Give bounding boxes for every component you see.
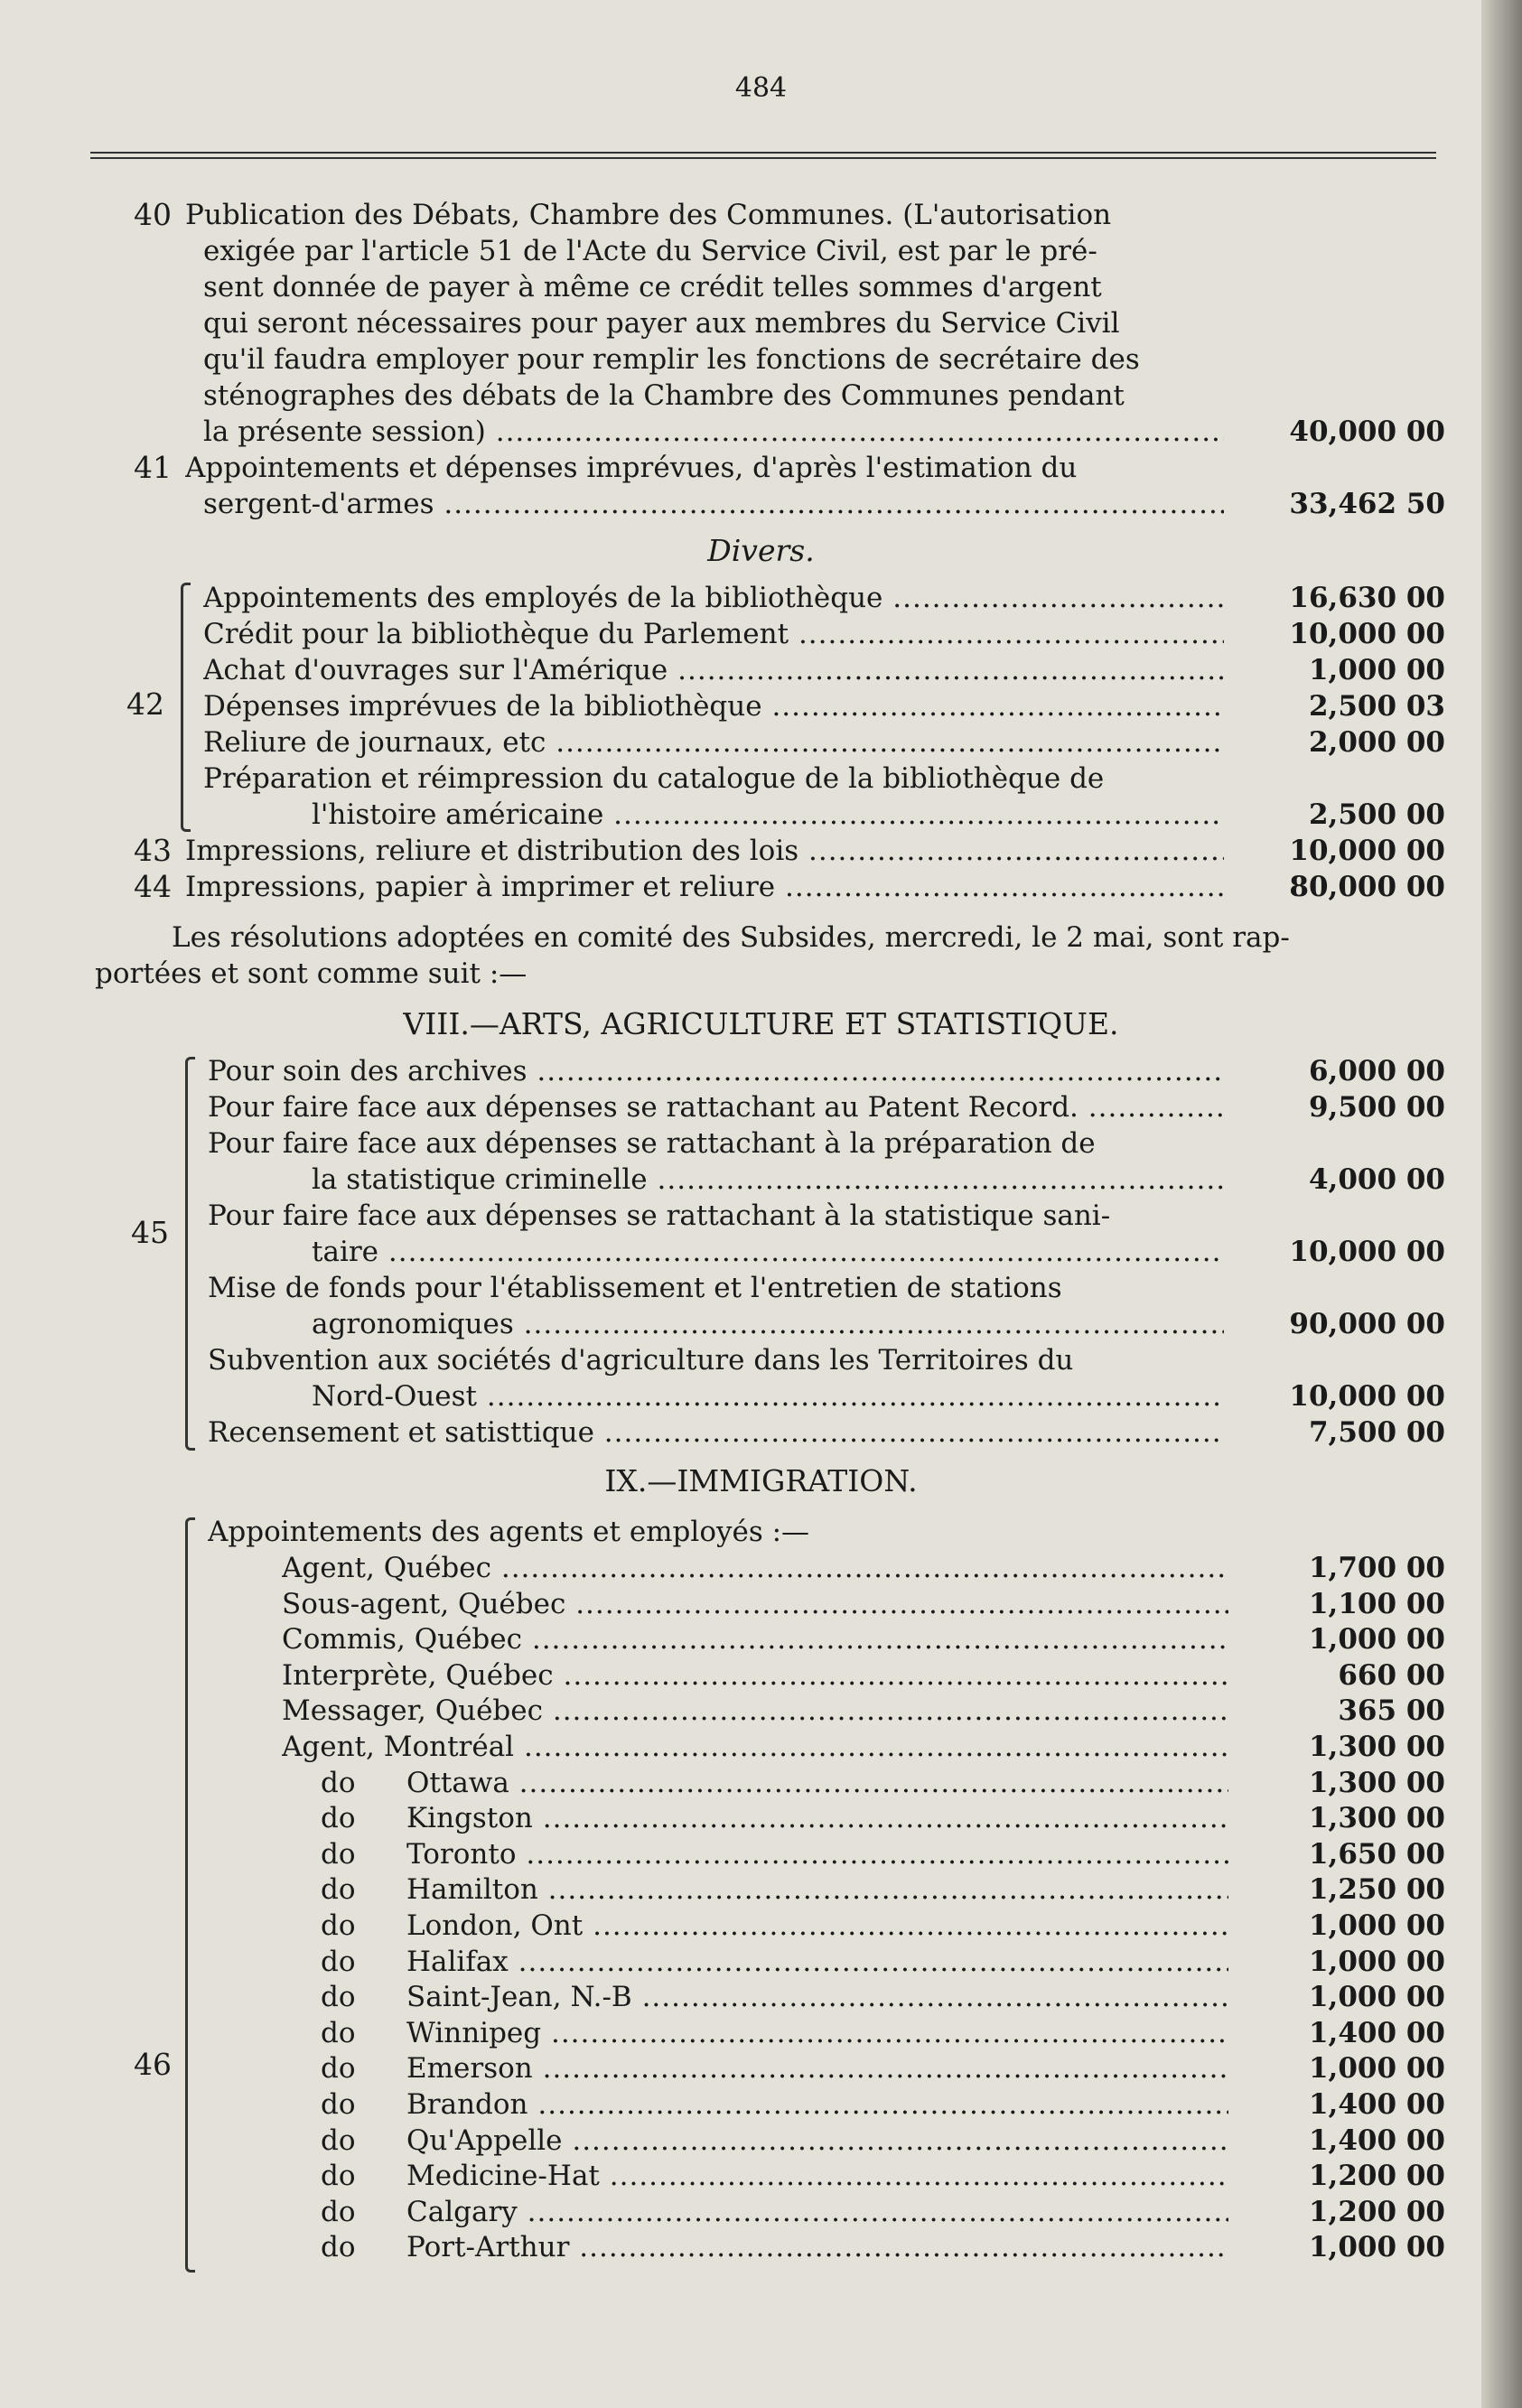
immigration-entry: Agent, Montréal ..... (282, 1729, 1228, 1765)
item-46-brace (185, 1517, 195, 2273)
item-44-text: Impressions, papier à imprimer et reliure ..... (185, 869, 1224, 905)
item-45-entry: Subvention aux sociétés d'agriculture dans les Territoires du (208, 1344, 1074, 1377)
immigration-amount: 1,400 00 (1308, 2123, 1445, 2157)
item-43-amount: 10,000 00 (1289, 835, 1445, 867)
item-42-amount: 16,630 00 (1289, 582, 1445, 614)
item-41-line: sergent-d'armes ..... (203, 486, 1224, 522)
immigration-entry: Medicine-Hat ..... (406, 2158, 1228, 2194)
item-42-entry: Reliure de journaux, etc ..... (203, 724, 1224, 761)
immigration-ditto: do (321, 1909, 356, 1942)
item-42-brace (181, 583, 191, 832)
item-42-amount: 2,000 00 (1308, 726, 1445, 759)
item-40-line: qu'il faudra employer pour remplir les fonctions de secrétaire des (203, 343, 1140, 376)
immigration-entry: Ottawa ..... (406, 1765, 1228, 1801)
immigration-entry: Port-Arthur ..... (406, 2229, 1228, 2265)
item-45-entry: Nord-Ouest ..... (312, 1378, 1224, 1414)
immigration-ditto: do (321, 1945, 356, 1978)
item-40-amount: 40,000 00 (1289, 415, 1445, 448)
item-42-amount: 10,000 00 (1289, 618, 1445, 650)
item-42-entry: Dépenses imprévues de la bibliothèque ..... (203, 688, 1224, 724)
immigration-entry: Brandon ..... (406, 2086, 1228, 2123)
item-45-entry: Pour faire face aux dépenses se rattachant au Patent Record. ..... (208, 1089, 1224, 1125)
section-9-heading: IX.—IMMIGRATION. (604, 1463, 918, 1498)
immigration-ditto: do (321, 1837, 356, 1871)
immigration-entry: Winnipeg ..... (406, 2015, 1228, 2051)
item-45-amount: 4,000 00 (1308, 1163, 1445, 1196)
immigration-ditto: do (321, 1766, 356, 1799)
immigration-amount: 1,300 00 (1308, 1766, 1445, 1799)
item-43-text: Impressions, reliure et distribution des lois ..... (185, 833, 1224, 869)
immigration-amount: 1,000 00 (1308, 2052, 1445, 2086)
immigration-amount: 1,700 00 (1308, 1552, 1445, 1584)
immigration-entry: Interprète, Québec ..... (282, 1657, 1228, 1694)
immigration-amount: 1,200 00 (1308, 2160, 1445, 2193)
resolution-line: Les résolutions adoptées en comité des Subsides, mercredi, le 2 mai, sont rap- (172, 921, 1290, 954)
item-45-entry: agronomiques ..... (312, 1306, 1224, 1342)
immigration-amount: 1,250 00 (1308, 1873, 1445, 1907)
section-8-heading: VIII.—ARTS, AGRICULTURE ET STATISTIQUE. (403, 1006, 1119, 1041)
immigration-amount: 1,400 00 (1308, 2016, 1445, 2049)
item-42-amount: 1,000 00 (1308, 654, 1445, 686)
immigration-ditto: do (321, 1873, 356, 1907)
item-44-number: 44 (134, 869, 172, 904)
immigration-amount: 1,300 00 (1308, 1731, 1445, 1763)
immigration-amount: 1,000 00 (1308, 1981, 1445, 2014)
immigration-entry: Toronto ..... (406, 1836, 1228, 1872)
item-45-entry: Recensement et satisttique ..... (208, 1414, 1224, 1451)
item-45-entry: Mise de fonds pour l'établissement et l'entretien de stations (208, 1272, 1062, 1304)
item-40-line: sténographes des débats de la Chambre des Communes pendant (203, 379, 1125, 412)
immigration-entry: Calgary ..... (406, 2194, 1228, 2230)
item-42-amount: 2,500 00 (1308, 798, 1445, 831)
item-42-entry: Crédit pour la bibliothèque du Parlement ..... (203, 616, 1224, 652)
immigration-entry: Messager, Québec ..... (282, 1693, 1228, 1729)
immigration-ditto: do (321, 2088, 356, 2121)
item-45-amount: 6,000 00 (1308, 1055, 1445, 1087)
immigration-ditto: do (321, 1981, 356, 2014)
item-42-entry: Achat d'ouvrages sur l'Amérique ..... (203, 652, 1224, 688)
item-45-amount: 10,000 00 (1289, 1236, 1445, 1268)
resolution-line: portées et sont comme suit :— (95, 957, 528, 990)
immigration-amount: 660 00 (1338, 1658, 1445, 1692)
immigration-entry: London, Ont ..... (406, 1908, 1228, 1944)
item-45-entry: la statistique criminelle ..... (312, 1162, 1224, 1198)
item-42-amount: 2,500 03 (1308, 690, 1445, 723)
item-40-line: exigée par l'article 51 de l'Acte du Service Civil, est par le pré- (203, 235, 1097, 267)
immigration-ditto: do (321, 2160, 356, 2193)
immigration-ditto: do (321, 2052, 356, 2086)
immigration-amount: 1,300 00 (1308, 1802, 1445, 1835)
immigration-amount: 1,200 00 (1308, 2195, 1445, 2228)
immigration-ditto: do (321, 2016, 356, 2049)
immigration-ditto: do (321, 2123, 356, 2157)
item-41-number: 41 (134, 450, 172, 485)
item-43-number: 43 (134, 833, 172, 868)
item-42-number: 42 (126, 686, 164, 722)
immigration-entry: Kingston ..... (406, 1800, 1228, 1836)
item-42-entry: l'histoire américaine ..... (312, 797, 1224, 833)
page-number: 484 (734, 72, 788, 104)
immigration-entry: Halifax ..... (406, 1944, 1228, 1980)
item-40-line: sent donnée de payer à même ce crédit telles sommes d'argent (203, 271, 1102, 303)
item-45-amount: 9,500 00 (1308, 1091, 1445, 1124)
immigration-entry: Qu'Appelle ..... (406, 2123, 1228, 2159)
immigration-amount: 1,100 00 (1308, 1587, 1445, 1620)
item-41-amount: 33,462 50 (1289, 488, 1445, 520)
immigration-ditto: do (321, 2231, 356, 2264)
item-42-entry: Préparation et réimpression du catalogue de la bibliothèque de (203, 762, 1105, 795)
header-rule (90, 152, 1436, 154)
immigration-amount: 1,400 00 (1308, 2088, 1445, 2121)
item-40-line: qui seront nécessaires pour payer aux membres du Service Civil (203, 307, 1120, 340)
item-45-amount: 10,000 00 (1289, 1380, 1445, 1413)
immigration-amount: 1,000 00 (1308, 2231, 1445, 2264)
immigration-entry: Hamilton ..... (406, 1871, 1228, 1908)
item-45-entry: Pour soin des archives ..... (208, 1053, 1224, 1089)
item-45-amount: 90,000 00 (1289, 1308, 1445, 1340)
item-40-line: la présente session) ..... (203, 414, 1224, 450)
immigration-amount: 1,000 00 (1308, 1623, 1445, 1657)
immigration-entry: Sous-agent, Québec ..... (282, 1586, 1228, 1622)
item-45-brace (185, 1057, 195, 1451)
item-44-amount: 80,000 00 (1289, 871, 1445, 903)
item-45-amount: 7,500 00 (1308, 1416, 1445, 1449)
item-46-header: Appointements des agents et employés :— (208, 1516, 810, 1548)
immigration-ditto: do (321, 2195, 356, 2228)
immigration-amount: 1,000 00 (1308, 1945, 1445, 1978)
item-41-line: Appointements et dépenses imprévues, d'après l'estimation du (185, 452, 1078, 484)
immigration-amount: 365 00 (1338, 1694, 1445, 1728)
immigration-amount: 1,650 00 (1308, 1837, 1445, 1871)
item-40-line: Publication des Débats, Chambre des Communes. (L'autorisation (185, 199, 1112, 231)
item-42-entry: Appointements des employés de la bibliothèque ..... (203, 580, 1224, 616)
item-45-entry: Pour faire face aux dépenses se rattachant à la préparation de (208, 1127, 1096, 1160)
header-rule-second (90, 157, 1436, 159)
item-45-entry: taire ..... (312, 1234, 1224, 1270)
divers-heading: Divers. (707, 533, 815, 568)
item-45-number: 45 (131, 1215, 169, 1250)
item-46-number: 46 (134, 2047, 172, 2082)
immigration-entry: Emerson ..... (406, 2050, 1228, 2086)
immigration-entry: Saint-Jean, N.-B ..... (406, 1979, 1228, 2015)
immigration-amount: 1,000 00 (1308, 1909, 1445, 1942)
immigration-ditto: do (321, 1802, 356, 1835)
item-40-number: 40 (134, 197, 172, 232)
immigration-entry: Agent, Québec ..... (282, 1550, 1228, 1586)
book-spine-shadow (1481, 0, 1522, 2408)
item-45-entry: Pour faire face aux dépenses se rattachant à la statistique sani- (208, 1199, 1111, 1232)
immigration-entry: Commis, Québec ..... (282, 1621, 1228, 1657)
